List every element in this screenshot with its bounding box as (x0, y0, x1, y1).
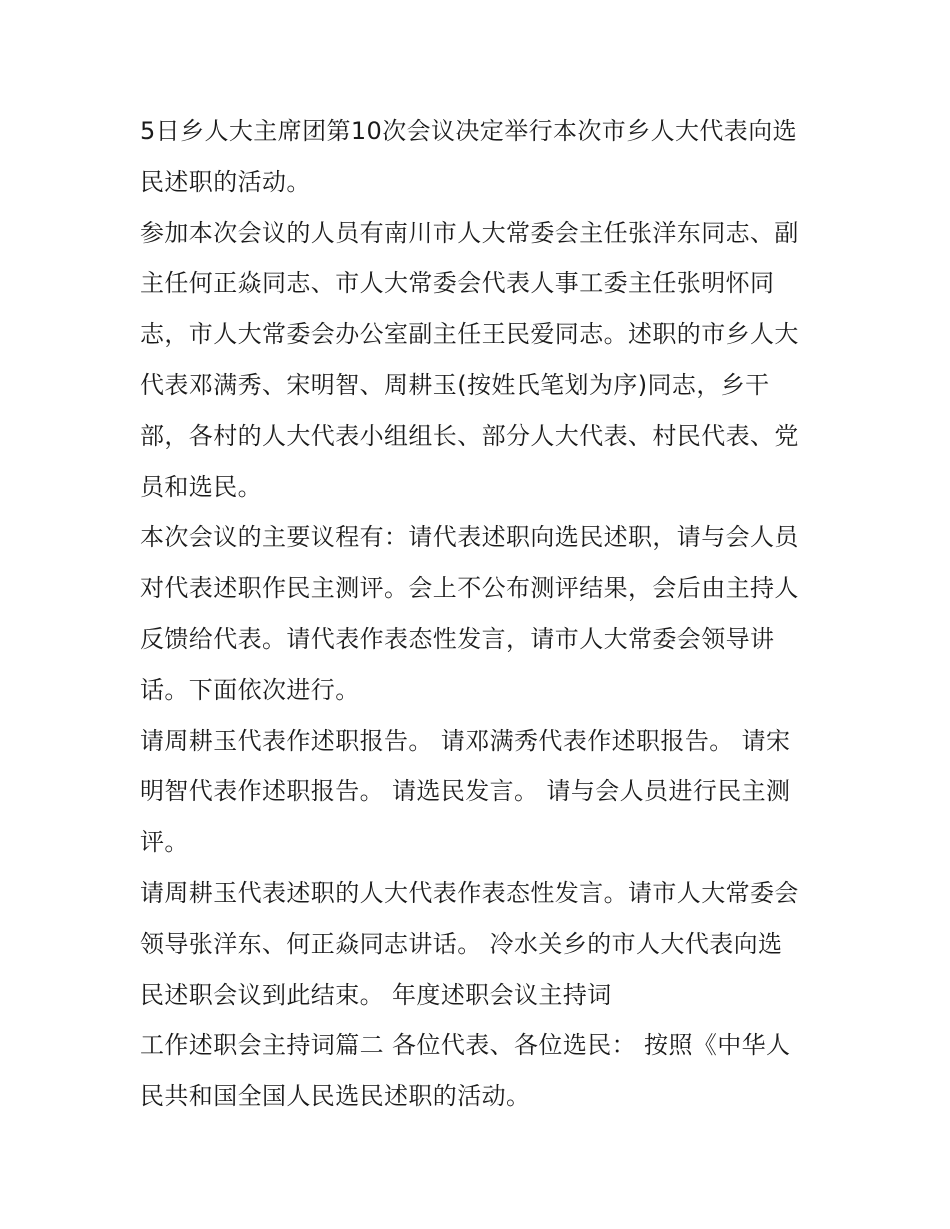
text-line: 明智代表作述职报告。 请选民发言。 请与会人员进行民主测 (140, 777, 791, 806)
text-line: 对代表述职作民主测评。会上不公布测评结果，会后由主持人 (140, 574, 799, 603)
text-line: 5日乡人大主席团第10次会议决定举行本次市乡人大代表向选 (140, 117, 798, 145)
paragraph-5 (140, 868, 820, 1020)
text-line: 民述职的活动。 (140, 167, 311, 196)
paragraph-2 (140, 208, 820, 513)
paragraph-3 (140, 512, 820, 715)
text-line: 代表邓满秀、宋明智、周耕玉(按姓氏笔划为序)同志，乡干 (140, 370, 770, 399)
text-line: 评。 (140, 828, 189, 857)
text-line: 工作述职会主持词篇二 各位代表、各位选民： 按照《中华人 (140, 1031, 791, 1060)
paragraph-1 (140, 106, 820, 208)
text-line: 话。下面依次进行。 (140, 675, 360, 704)
text-line: 参加本次会议的人员有南川市人大常委会主任张洋东同志、副 (140, 218, 799, 247)
text-line: 领导张洋东、何正焱同志讲话。 冷水关乡的市人大代表向选 (140, 929, 783, 958)
text-line: 请周耕玉代表述职的人大代表作表态性发言。请市人大常委会 (140, 878, 799, 907)
text-line: 员和选民。 (140, 472, 262, 501)
text-line: 民共和国全国人民选民述职的活动。 (140, 1082, 531, 1111)
text-line: 请周耕玉代表作述职报告。 请邓满秀代表作述职报告。 请宋 (140, 726, 791, 755)
text-line: 民述职会议到此结束。 年度述职会议主持词 (140, 980, 612, 1009)
text-line: 本次会议的主要议程有：请代表述职向选民述职，请与会人员 (140, 523, 799, 552)
text-line: 主任何正焱同志、市人大常委会代表人事工委主任张明怀同 (140, 269, 775, 298)
text-line: 志，市人大常委会办公室副主任王民爱同志。述职的市乡人大 (140, 320, 799, 349)
document-body (140, 106, 820, 1122)
paragraph-6 (140, 1020, 820, 1122)
paragraph-4 (140, 716, 820, 868)
text-line: 反馈给代表。请代表作表态性发言，请市人大常委会领导讲 (140, 624, 775, 653)
text-line: 部，各村的人大代表小组组长、部分人大代表、村民代表、党 (140, 421, 799, 450)
